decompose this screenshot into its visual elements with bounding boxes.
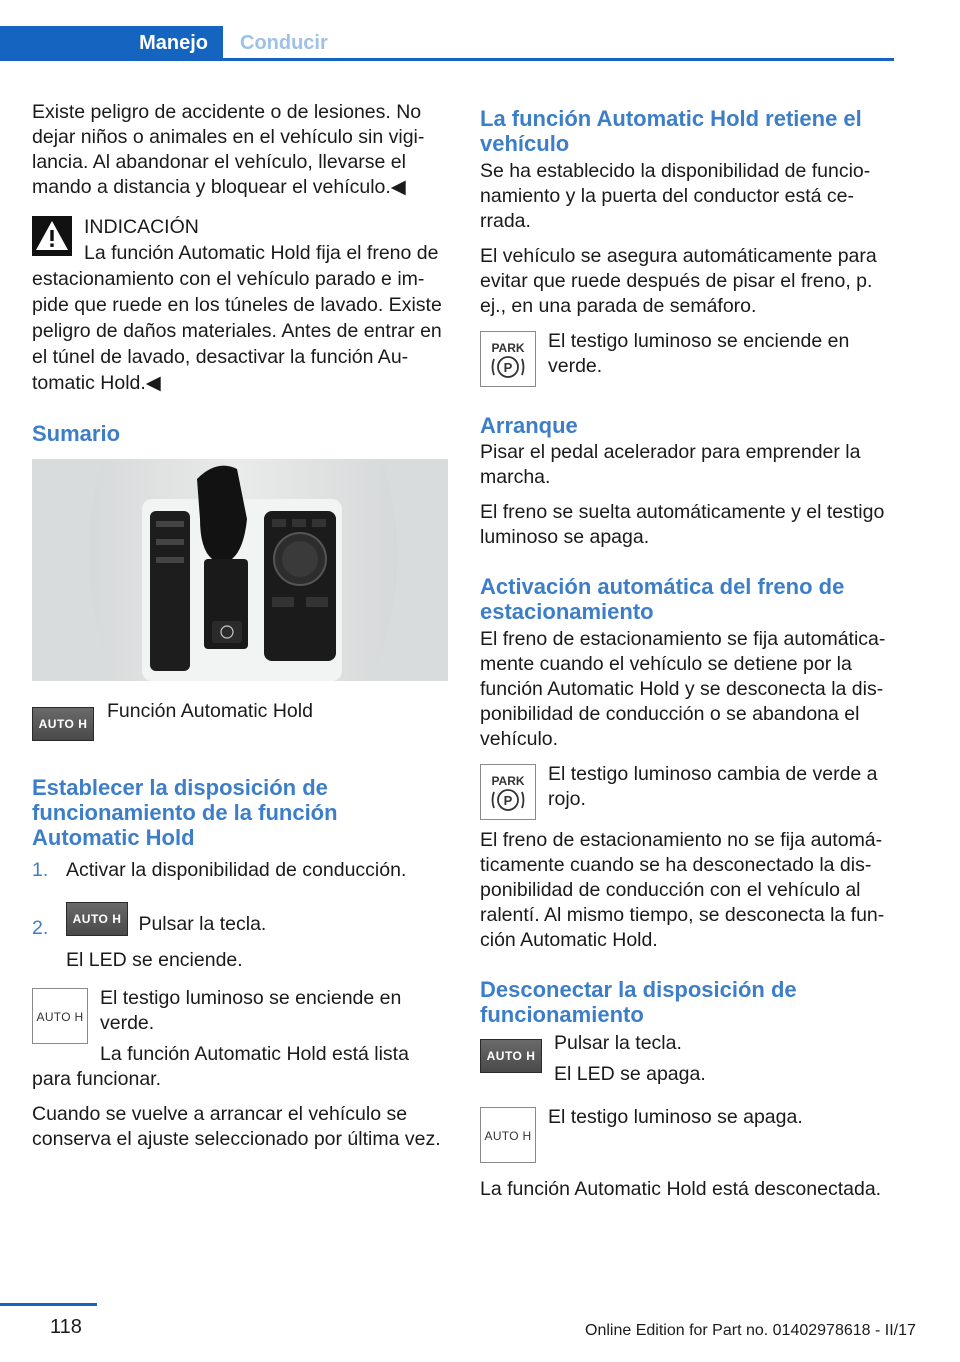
park-green-row (480, 329, 896, 385)
disconnected-text: La función Automatic Hold está desconectada. (480, 1178, 882, 1200)
left-column (32, 100, 448, 1152)
svg-text:PARK: PARK (491, 774, 525, 788)
park-red-row (480, 762, 896, 818)
page-number: 118 (50, 1316, 82, 1338)
indicator-off-row (480, 1105, 896, 1161)
hold-p1: Se ha establecido la disponibilidad de funcio-namiento y la puerta del conductor está ce-rrada. (480, 160, 871, 232)
auto-heading: Activación automática del freno de estacionamiento (480, 574, 845, 624)
footer-rule (0, 1303, 97, 1306)
auto-h-indicator-icon: AUTO H (32, 988, 88, 1044)
auto-h-button-icon: AUTO H (66, 902, 128, 936)
disconnect-button-row (480, 1031, 896, 1087)
indicator-row (32, 986, 448, 1092)
right-column (480, 106, 896, 1202)
list-item: 1. Activar la disponibilidad de conducción. (32, 859, 407, 881)
park-indicator-icon (480, 764, 536, 820)
auto-h-button-icon: AUTO H (480, 1039, 542, 1073)
tab-conducir[interactable]: Conducir (240, 32, 328, 54)
led-off-text: El LED se apaga. (554, 1063, 706, 1085)
photo-caption: Función Automatic Hold (107, 700, 313, 722)
list-item: 2. AUTO H Pulsar la tecla. (32, 902, 448, 938)
tab-manejo[interactable]: Manejo (0, 26, 223, 61)
warning-triangle-icon (32, 216, 72, 256)
list-item (32, 948, 448, 973)
svg-text:P: P (503, 360, 513, 375)
indicator-green-text: El testigo luminoso se enciende en verde. (100, 987, 402, 1034)
steps-list (32, 858, 448, 973)
ready-text: La función Automatic Hold está lista para funcionar. (32, 1043, 409, 1090)
console-photo (32, 459, 448, 681)
park-indicator-icon (480, 331, 536, 387)
warning-block (32, 214, 448, 396)
park-green-text: El testigo luminoso se enciende en verde. (548, 330, 850, 377)
led-on-text: El LED se enciende. (66, 949, 243, 971)
press-key-text: Pulsar la tecla. (554, 1032, 682, 1054)
photo-caption-row (32, 699, 448, 755)
warning-title: INDICACIÓN (84, 216, 199, 238)
indicator-off-text: El testigo luminoso se apaga. (548, 1106, 803, 1128)
svg-text:P: P (503, 793, 513, 808)
auto-p2: El freno de estacionamiento no se fija automá-ticamente cuando se ha desconectado la dis-ponibilidad de conducción con el vehículo al ralentí. Al mismo tiempo, se desconecta la fun-ción Automatic Hold. (480, 829, 885, 951)
sumario-heading: Sumario (32, 421, 121, 446)
arranque-p1: Pisar el pedal acelerador para emprender la marcha. (480, 441, 861, 488)
disconnect-heading: Desconectar la disposición de funcionamiento (480, 977, 797, 1027)
svg-text:PARK: PARK (491, 341, 525, 355)
auto-h-indicator-icon: AUTO H (480, 1107, 536, 1163)
page-header (0, 26, 894, 62)
auto-h-button-icon: AUTO H (32, 707, 94, 741)
arranque-heading: Arranque (480, 413, 578, 438)
park-red-text: El testigo luminoso cambia de verde a rojo. (548, 763, 878, 810)
hold-p2: El vehículo se asegura automáticamente para evitar que ruede después de pisar el freno, p. ej., en una parada de semáforo. (480, 245, 877, 317)
restart-text: Cuando se vuelve a arrancar el vehículo se conserva el ajuste seleccionado por última vez. (32, 1103, 441, 1150)
arranque-p2: El freno se suelta automáticamente y el testigo luminoso se apaga. (480, 501, 885, 548)
auto-p1: El freno de estacionamiento se fija automática-mente cuando el vehículo se detiene por la función Automatic Hold y se desconecta la dis-ponibilidad de conducción o se abandona el vehículo. (480, 628, 886, 750)
warning-body: La función Automatic Hold fija el freno de estacionamiento con el vehículo parado e im-pide que ruede en los túneles de lavado. Existe peligro de daños materiales. Antes de entrar en el túnel de lavado, desactivar la función Au-tomatic Hold.◀ (32, 242, 442, 394)
establish-heading: Establecer la disposición de funcionamiento de la función Automatic Hold (32, 775, 338, 850)
edition-text: Online Edition for Part no. 01402978618 - II/17 (585, 1322, 916, 1339)
hold-heading: La función Automatic Hold retiene el vehículo (480, 106, 862, 156)
intro-text: Existe peligro de accidente o de lesiones. No dejar niños o animales en el vehículo sin vigi-lancia. Al abandonar el vehículo, llevarse el mando a distancia y bloquear el vehículo.◀ (32, 101, 425, 198)
